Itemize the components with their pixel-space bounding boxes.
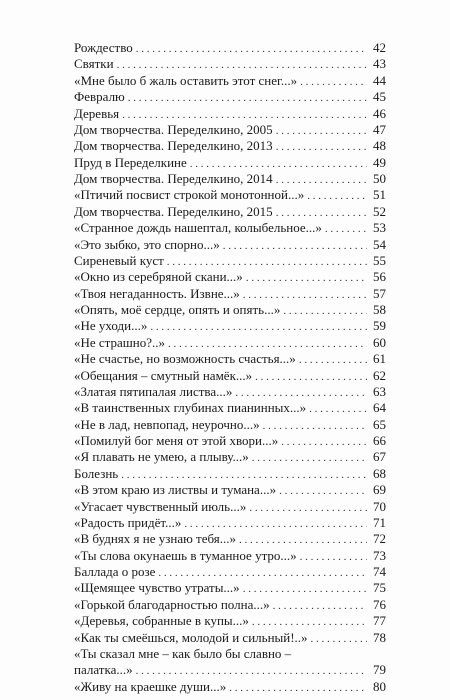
- toc-entry: [74, 171, 386, 187]
- toc-entry-page-number: 67: [373, 449, 386, 465]
- dot-leader: [136, 41, 367, 57]
- toc-entry-page-number: 79: [373, 662, 386, 678]
- toc-entry: [74, 155, 386, 171]
- toc-entry-page-number: 73: [373, 547, 386, 563]
- dot-leader: [276, 139, 367, 155]
- toc-entry: [74, 679, 386, 695]
- toc-entry-title: Рождество: [74, 40, 133, 55]
- dot-leader: [276, 205, 367, 221]
- toc-entry: [74, 89, 386, 105]
- toc-entry-page-number: 61: [373, 351, 386, 367]
- dot-leader: [128, 90, 367, 106]
- toc-entry-title: Февралю: [74, 89, 125, 105]
- toc-entry-page-number: 74: [373, 564, 386, 579]
- toc-entry-page-number: 57: [373, 285, 386, 301]
- toc-entry-title: Дом творчества. Переделкино, 2014: [74, 171, 273, 186]
- toc-entry-title: «Ты слова окунаешь в туманное утро...»: [74, 547, 297, 563]
- toc-entry-page-number: 72: [373, 531, 386, 547]
- toc-entry: [74, 597, 386, 613]
- toc-entry-title: «Как ты смеёшься, молодой и сильный!..»: [74, 629, 308, 645]
- dot-leader: [243, 581, 367, 597]
- toc-entry: [74, 630, 386, 646]
- toc-entry-title: «Угасает чувственный июль...»: [74, 498, 247, 514]
- toc-entry-title: Святки: [74, 56, 114, 72]
- toc-entry-page-number: 53: [373, 220, 386, 236]
- toc-entry-title: «Не счастье, но возможность счастья...»: [74, 351, 296, 367]
- toc-entry-page-number: 59: [373, 318, 386, 334]
- toc-entry-title: Деревья: [74, 105, 120, 121]
- toc-entry-page-number: 76: [373, 596, 386, 612]
- toc-entry: [74, 482, 386, 498]
- toc-entry-page-number: 58: [373, 302, 386, 317]
- dot-leader: [158, 565, 367, 581]
- toc-entry-title: «Горькой благодарностью полна...»: [74, 596, 270, 612]
- dot-leader: [309, 401, 367, 417]
- toc-entry: [74, 318, 386, 334]
- toc-entry: [74, 417, 386, 433]
- toc-entry-page-number: 70: [373, 498, 386, 514]
- toc-entry-page-number: 62: [373, 367, 386, 383]
- toc-entry-page-number: 44: [373, 72, 386, 88]
- dot-leader: [300, 74, 367, 90]
- toc-entry-page-number: 68: [373, 465, 386, 481]
- toc-entry-page-number: 47: [373, 121, 386, 137]
- toc-entry-title: «Помилуй бог меня от этой хвори...»: [74, 433, 279, 448]
- toc-entry-page-number: 66: [373, 433, 386, 448]
- toc-entry-title: «В буднях я не узнаю тебя...»: [74, 531, 237, 547]
- toc-entry-page-number: 64: [373, 400, 386, 416]
- toc-entry-page-number: 46: [373, 105, 386, 121]
- dot-leader: [283, 303, 367, 319]
- toc-entry-page-number: 54: [373, 236, 386, 252]
- toc-entry: [74, 499, 386, 515]
- toc-entry-title: «Радость придёт...»: [74, 514, 182, 530]
- toc-entry-page-number: 51: [373, 187, 386, 203]
- toc-entry: [74, 40, 386, 56]
- toc-entry-title: «Не в лад, невпопад, неурочно...»: [74, 416, 260, 432]
- dot-leader: [122, 107, 367, 123]
- toc-entry-title: «Опять, моё сердце, опять и опять...»: [74, 302, 281, 317]
- toc-entry-title: «Птичий посвист строкой монотонной...»: [74, 187, 305, 203]
- toc-entry-title: «Странное дождь нашептал, колыбельное...»: [74, 220, 322, 236]
- toc-entry-page-number: 80: [373, 678, 386, 694]
- toc-entry-page-number: 60: [373, 334, 386, 350]
- toc-entry: [74, 400, 386, 416]
- toc-entry-title: Дом творчества. Переделкино, 2013: [74, 138, 273, 154]
- toc-entry-page-number: 55: [373, 252, 386, 268]
- dot-leader: [279, 483, 367, 499]
- toc-entry-title: «Златая пятипалая листва...»: [74, 383, 233, 399]
- toc-entry-page-number: 52: [373, 203, 386, 219]
- toc-entry-title: «Не уходи...»: [74, 318, 148, 334]
- dot-leader: [167, 254, 367, 270]
- toc-entry-title: Баллада о розе: [74, 564, 156, 579]
- toc-entry: [74, 449, 386, 465]
- toc-entry: [74, 56, 386, 72]
- toc-entry-page-number: 48: [373, 138, 386, 154]
- toc-entry-title: «В таинственных глубинах пианинных...»: [74, 400, 307, 416]
- toc-entry-title: Дом творчества. Переделкино, 2005: [74, 121, 273, 137]
- toc-entry-page-number: 50: [373, 171, 386, 186]
- dot-leader: [246, 270, 367, 286]
- toc-entry-page-number: 71: [373, 514, 386, 530]
- toc-entry: [74, 515, 386, 531]
- toc-entry-title: «Щемящее чувство утраты...»: [74, 580, 240, 596]
- dot-leader: [281, 434, 367, 450]
- toc-entry: [74, 662, 386, 678]
- dot-leader: [252, 450, 367, 466]
- dot-leader: [325, 221, 367, 237]
- toc-entry: [74, 335, 386, 351]
- toc-entry-title: «Живу на краешке души...»: [74, 678, 227, 694]
- toc-entry-title: «Ты сказал мне – как было бы славно –: [74, 645, 292, 661]
- toc-entry-page-number: 42: [373, 40, 386, 55]
- toc-entry-title: «Твоя негаданность. Извне...»: [74, 285, 240, 301]
- dot-leader: [252, 614, 367, 630]
- toc-entry-page-number: 65: [373, 416, 386, 432]
- toc-entry: [74, 286, 386, 302]
- toc-entry-title: Пруд в Переделкине: [74, 154, 187, 170]
- toc-entry: [74, 646, 386, 662]
- toc-entry-title: Болезнь: [74, 465, 119, 481]
- toc-entry-title: «Мне было б жаль оставить этот снег...»: [74, 72, 298, 88]
- toc-entry: [74, 253, 386, 269]
- toc-entry-page-number: 56: [373, 269, 386, 285]
- toc-entry: [74, 302, 386, 318]
- toc-entry: [74, 122, 386, 138]
- toc-entry-title: палатка...»: [74, 662, 133, 678]
- dot-leader: [276, 172, 367, 188]
- dot-leader: [307, 188, 367, 204]
- dot-leader: [136, 663, 367, 679]
- toc-entry-title: «В этом краю из листвы и тумана...»: [74, 482, 277, 498]
- toc-entry-page-number: 49: [373, 154, 386, 170]
- toc-entry: [74, 531, 386, 547]
- toc-entry-title: «Обещания – смутный намёк...»: [74, 367, 253, 383]
- dot-leader: [121, 467, 367, 483]
- toc-entry: [74, 138, 386, 154]
- toc-entry: [74, 237, 386, 253]
- dot-leader: [184, 516, 367, 532]
- toc-entry: [74, 220, 386, 236]
- dot-leader: [235, 385, 367, 401]
- toc-entry: [74, 580, 386, 596]
- toc-entry-page-number: 78: [373, 629, 386, 645]
- dot-leader: [273, 598, 367, 614]
- toc-entry-title: «Окно из серебряной скани...»: [74, 269, 243, 285]
- toc-entry: [74, 433, 386, 449]
- toc-entry: [74, 466, 386, 482]
- toc-entry: [74, 269, 386, 285]
- toc-entry: [74, 368, 386, 384]
- dot-leader: [255, 369, 367, 385]
- dot-leader: [117, 57, 367, 73]
- toc-entry: [74, 204, 386, 220]
- toc-entry-title: «Я плавать не умею, а плыву...»: [74, 449, 249, 465]
- dot-leader: [229, 680, 367, 696]
- dot-leader: [311, 631, 367, 647]
- toc-entry: [74, 187, 386, 203]
- toc-entry-page-number: 63: [373, 383, 386, 399]
- dot-leader: [239, 532, 367, 548]
- toc-entry-page-number: 77: [373, 613, 386, 629]
- toc-entry-title: Дом творчества. Переделкино, 2015: [74, 203, 273, 219]
- toc-entry: [74, 613, 386, 629]
- toc-entry-page-number: 75: [373, 580, 386, 596]
- toc-entry-title: Сиреневый куст: [74, 252, 164, 268]
- toc-entry: [74, 73, 386, 89]
- dot-leader: [223, 238, 367, 254]
- dot-leader: [263, 418, 367, 434]
- dot-leader: [276, 123, 367, 139]
- toc-entry-title: «Это зыбко, это спорно...»: [74, 236, 220, 252]
- toc-entry-title: «Не страшно?..»: [74, 334, 166, 350]
- toc-entry-page-number: 45: [373, 89, 386, 105]
- toc-entry: [74, 548, 386, 564]
- toc-entry: [74, 564, 386, 580]
- toc-entry: [74, 351, 386, 367]
- dot-leader: [243, 287, 367, 303]
- toc-entry: [74, 384, 386, 400]
- dot-leader: [168, 336, 367, 352]
- dot-leader: [300, 549, 367, 565]
- dot-leader: [190, 156, 367, 172]
- table-of-contents: [74, 40, 386, 695]
- toc-entry-page-number: 43: [373, 56, 386, 72]
- toc-entry: [74, 106, 386, 122]
- dot-leader: [299, 352, 367, 368]
- dot-leader: [150, 319, 367, 335]
- toc-entry-title: «Деревья, собранные в купы...»: [74, 613, 249, 629]
- toc-entry-page-number: 69: [373, 482, 386, 498]
- dot-leader: [249, 500, 367, 516]
